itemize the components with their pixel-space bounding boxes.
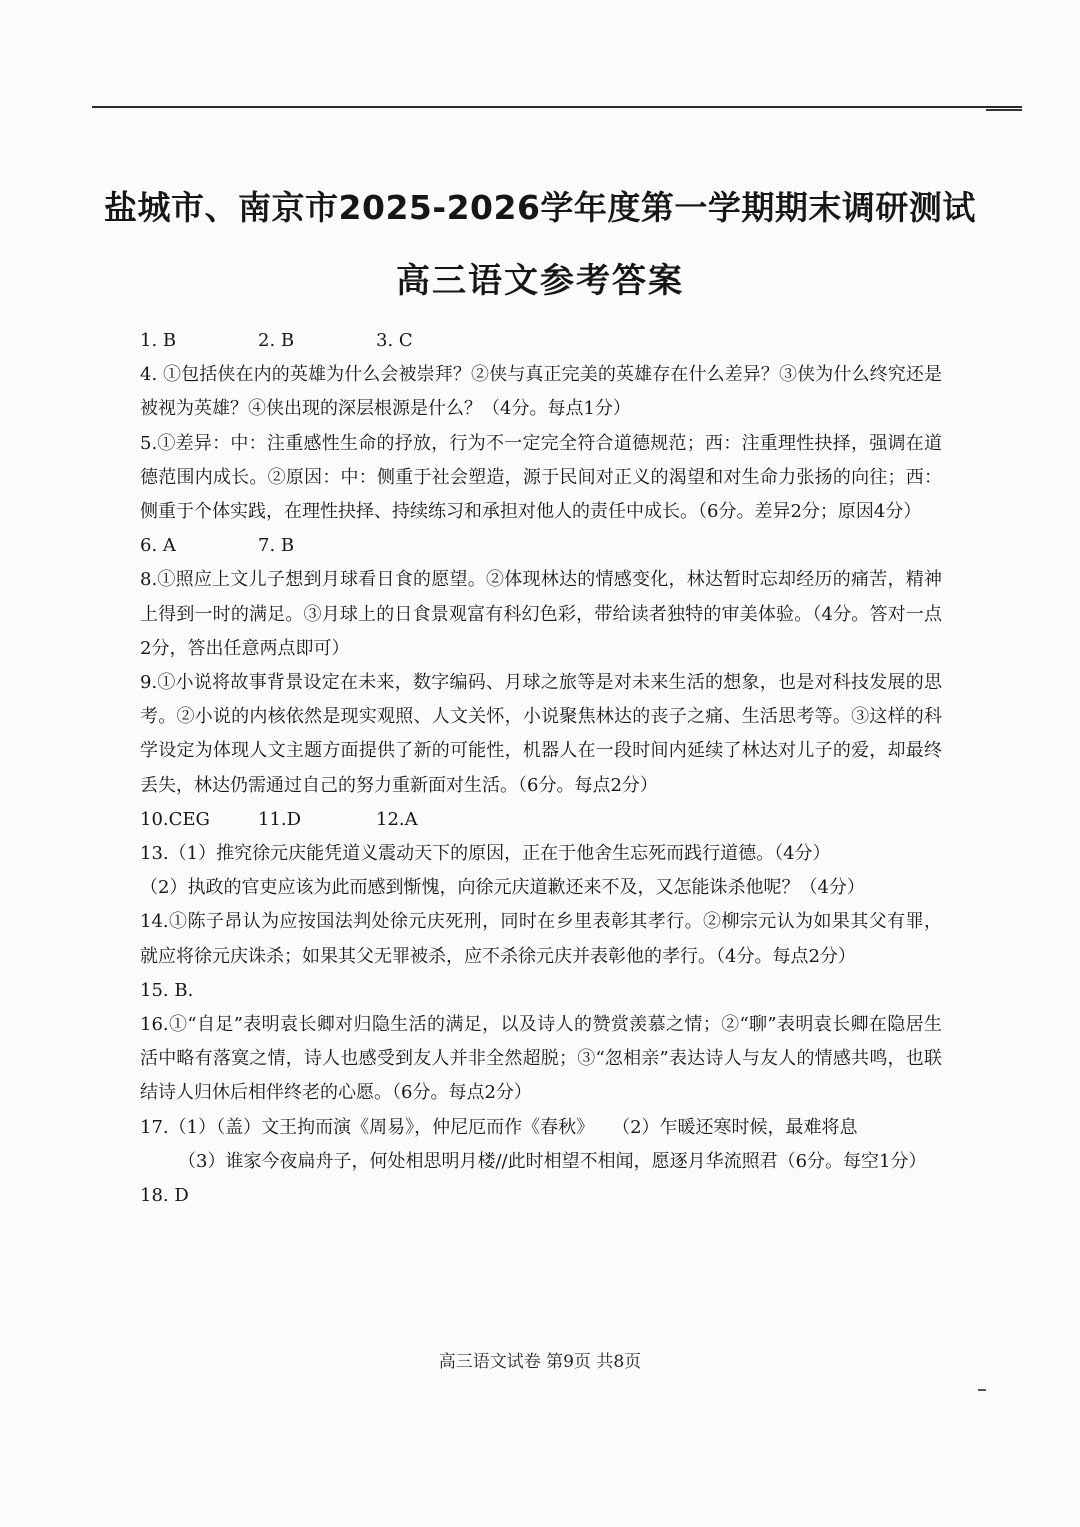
answer-5: 5.①差异：中：注重感性生命的抒放，行为不一定完全符合道德规范；西：注重理性抉择，强调在道德范围内成长。②原因：中：侧重于社会塑造，源于民间对正义的渴望和对生命力张扬的向往；西：侧重于个体实践，在理性抉择、持续练习和承担对他人的责任中成长。（6分。差异2分；原因4分） (140, 432, 942, 523)
answer-list (140, 324, 942, 1213)
document-title: 盐城市、南京市2025-2026学年度第一学期期末调研测试 (104, 188, 976, 227)
answer-15: 15. B. (140, 979, 194, 1001)
answer-13-part-2: （2）执政的官吏应该为此而感到惭愧，向徐元庆道歉还来不及，又怎能诛杀他呢？（4分） (140, 877, 865, 899)
answer-8: 8.①照应上文儿子想到月球看日食的愿望。②体现林达的情感变化，林达暂时忘却经历的痛苦，精神上得到一时的满足。③月球上的日食景观富有科幻色彩，带给读者独特的审美体验。（4分。答对一点2分，答出任意两点即可） (140, 569, 942, 659)
answer-14: 14.①陈子昂认为应按国法判处徐元庆死刑，同时在乡里表彰其孝行。②柳宗元认为如果其父有罪，就应将徐元庆诛杀；如果其父无罪被杀，应不杀徐元庆并表彰他的孝行。（4分。每点2分） (140, 911, 942, 967)
answer-17-part-3: （3）谁家今夜扁舟子，何处相思明月楼//此时相望不相闻，愿逐月华流照君（6分。每空1分） (178, 1150, 927, 1172)
answer-2: 2. B (258, 330, 295, 351)
answer-10: 10.CEG (140, 808, 210, 830)
answer-9: 9.①小说将故事背景设定在未来，数字编码、月球之旅等是对未来生活的想象，也是对科技发展的思考。②小说的内核依然是现实观照、人文关怀，小说聚焦林达的丧子之痛、生活思考等。③这样的科学设定为体现人文主题方面提供了新的可能性，机器人在一段时间内延续了林达对儿子的爱，却最终丢失，林达仍需通过自己的努力重新面对生活。（6分。每点2分） (140, 672, 942, 796)
answer-1: 1. B (140, 330, 177, 351)
answer-row-1-3 (140, 324, 942, 358)
answer-16: 16.①“自足”表明袁长卿对归隐生活的满足，以及诗人的赞赏羡慕之情；②“聊”表明袁长卿在隐居生活中略有落寞之情，诗人也感受到友人并非全然超脱；③“忽相亲”表达诗人与友人的情感共鸣，也联结诗人归休后相伴终老的心愿。（6分。每点2分） (140, 1014, 942, 1104)
answer-row-10-12 (140, 803, 942, 837)
answer-6: 6. A (140, 535, 176, 557)
answer-row-6-7 (140, 529, 942, 563)
answer-3: 3. C (376, 330, 413, 351)
answer-4: 4. ①包括侠在内的英雄为什么会被崇拜？②侠与真正完美的英雄存在什么差异？③侠为什么终究还是被视为英雄？④侠出现的深层根源是什么？（4分。每点1分） (140, 364, 942, 420)
answer-12: 12.A (376, 808, 418, 830)
answer-13-part-1: 13.（1）推究徐元庆能凭道义震动天下的原因，正在于他舍生忘死而践行道德。（4分） (140, 843, 831, 865)
answer-7: 7. B (258, 535, 295, 557)
answer-18: 18. D (140, 1185, 189, 1207)
scan-speck (986, 109, 1022, 111)
document-subtitle: 高三语文参考答案 (396, 261, 684, 301)
answer-17-part-1: 17.（1）（盖）文王拘而演《周易》，仲尼厄而作《春秋》 （2）乍暖还寒时候，最难将息 (140, 1116, 858, 1138)
header-rule (92, 106, 1022, 108)
scan-speck (978, 1389, 986, 1391)
page-footer: 高三语文试卷 第9页 共8页 (438, 1352, 642, 1372)
answer-11: 11.D (258, 808, 302, 830)
